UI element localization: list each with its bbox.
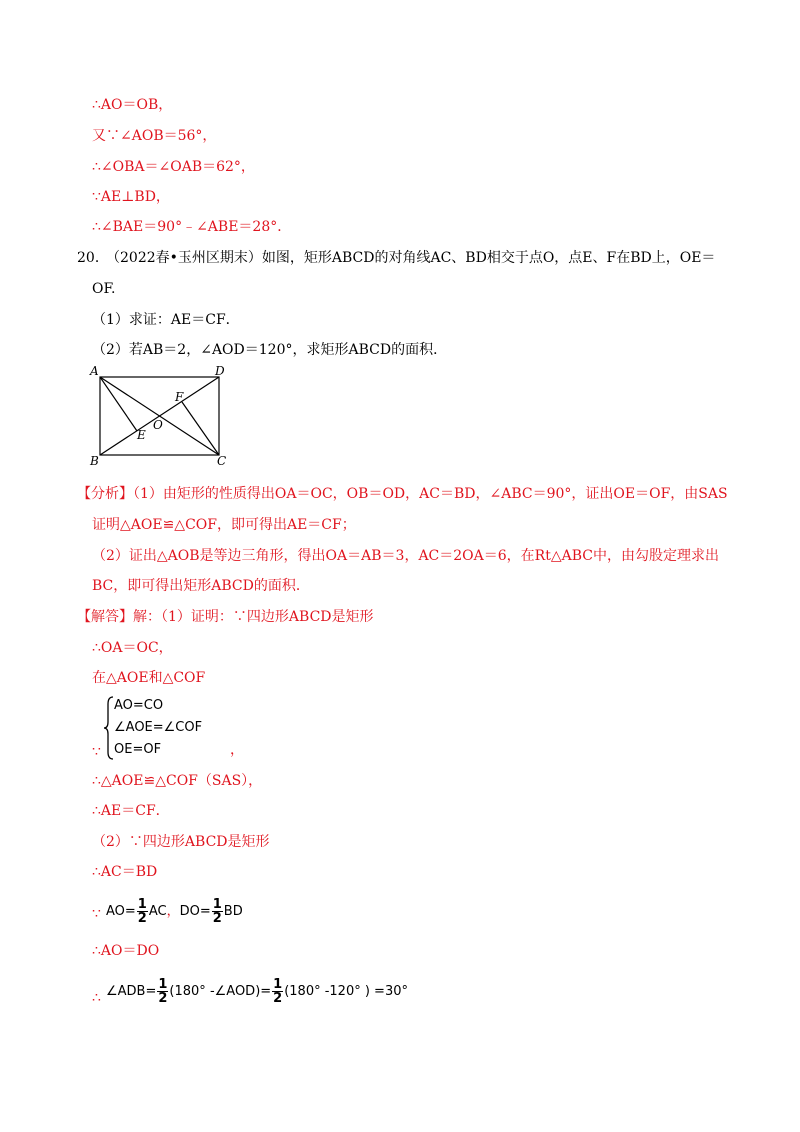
solution-line-6: （2）∵四边形ABCD是矩形 bbox=[92, 834, 270, 850]
question-text-cont: OF. bbox=[92, 281, 116, 297]
analysis-line-4: BC，即可得出矩形ABCD的面积． bbox=[92, 578, 310, 594]
formula-adb-prefix: ∠ADB= bbox=[106, 984, 157, 999]
line-ae-perp-bd: ∵AE⊥BD， bbox=[92, 189, 170, 205]
formula-do: DO= bbox=[179, 904, 211, 919]
brace-line-2: ∠AOE=∠COF bbox=[114, 720, 203, 735]
label-f: F bbox=[175, 390, 184, 404]
therefore-symbol: ∴ bbox=[92, 990, 101, 1006]
solution-line-5: ∴AE＝CF． bbox=[92, 803, 170, 819]
because-symbol: ∵ bbox=[92, 744, 101, 760]
solution-line-4: ∴△AOE≌△COF（SAS）， bbox=[92, 773, 263, 789]
left-brace bbox=[104, 696, 114, 760]
fraction-half-3: $\frac{1}{2}$ bbox=[158, 977, 168, 1006]
label-c: C bbox=[217, 454, 227, 468]
solution-line-2: ∴OA＝OC， bbox=[92, 640, 173, 656]
question-part-2: （2）若AB＝2，∠AOD＝120°，求矩形ABCD的面积． bbox=[92, 342, 448, 358]
brace-line-1: AO=CO bbox=[114, 698, 164, 713]
fraction-half-4: $\frac{1}{2}$ bbox=[273, 977, 283, 1006]
rectangle-figure bbox=[85, 362, 245, 470]
line-ao-ob: ∴AO＝OB， bbox=[92, 97, 173, 113]
solution-line-7: ∴AC＝BD bbox=[92, 864, 158, 880]
label-b: B bbox=[90, 454, 99, 468]
line-angle-oba: ∴∠OBA＝∠OAB＝62°， bbox=[92, 159, 255, 175]
because-symbol-2: ∵ bbox=[92, 906, 101, 922]
label-e: E bbox=[137, 428, 146, 442]
line-angle-bae: ∴∠BAE＝90°﹣∠ABE＝28°． bbox=[92, 219, 292, 235]
formula-comma: ， bbox=[166, 904, 180, 919]
line-angle-aob: 又∵∠AOB＝56°， bbox=[92, 128, 217, 144]
question-text: （2022春•玉州区期末）如图，矩形ABCD的对角线AC、BD相交于点O，点E、F在BD上，OE＝ bbox=[106, 250, 716, 266]
label-d: D bbox=[215, 364, 225, 378]
analysis-line-2: 证明△AOE≌△COF，即可得出AE＝CF； bbox=[92, 517, 356, 533]
formula-ao: AO= bbox=[106, 904, 136, 919]
brace-line-3: OE=OF bbox=[114, 742, 162, 757]
formula-adb-mid: (180° -∠AOD)= bbox=[169, 984, 272, 999]
brace-system bbox=[92, 694, 242, 762]
solution-line-3: 在△AOE和△COF bbox=[92, 670, 206, 686]
label-a: A bbox=[90, 364, 99, 378]
question-part-1: （1）求证：AE＝CF． bbox=[92, 312, 240, 328]
formula-ac: AC bbox=[148, 904, 167, 919]
fraction-half: $\frac{1}{2}$ bbox=[137, 897, 147, 926]
analysis-line-3: （2）证出△AOB是等边三角形，得出OA＝AB＝3，AC＝2OA＝6，在Rt△ABC中，由勾股定理求出 bbox=[92, 548, 719, 564]
analysis-line-1: 【分析】（1）由矩形的性质得出OA＝OC，OB＝OD，AC＝BD，∠ABC＝90°，证出OE＝OF，由SAS bbox=[77, 486, 728, 502]
solution-line-8: ∴AO＝DO bbox=[92, 943, 160, 959]
fraction-half-2: $\frac{1}{2}$ bbox=[212, 897, 222, 926]
brace-comma: ， bbox=[230, 742, 244, 758]
solution-line-1: 【解答】解：（1）证明：∵四边形ABCD是矩形 bbox=[77, 609, 374, 625]
formula-adb-suffix: (180° -120° ) =30° bbox=[284, 984, 408, 999]
formula-bd: BD bbox=[223, 904, 243, 919]
label-o: O bbox=[153, 418, 163, 432]
question-number: 20． bbox=[77, 250, 109, 266]
